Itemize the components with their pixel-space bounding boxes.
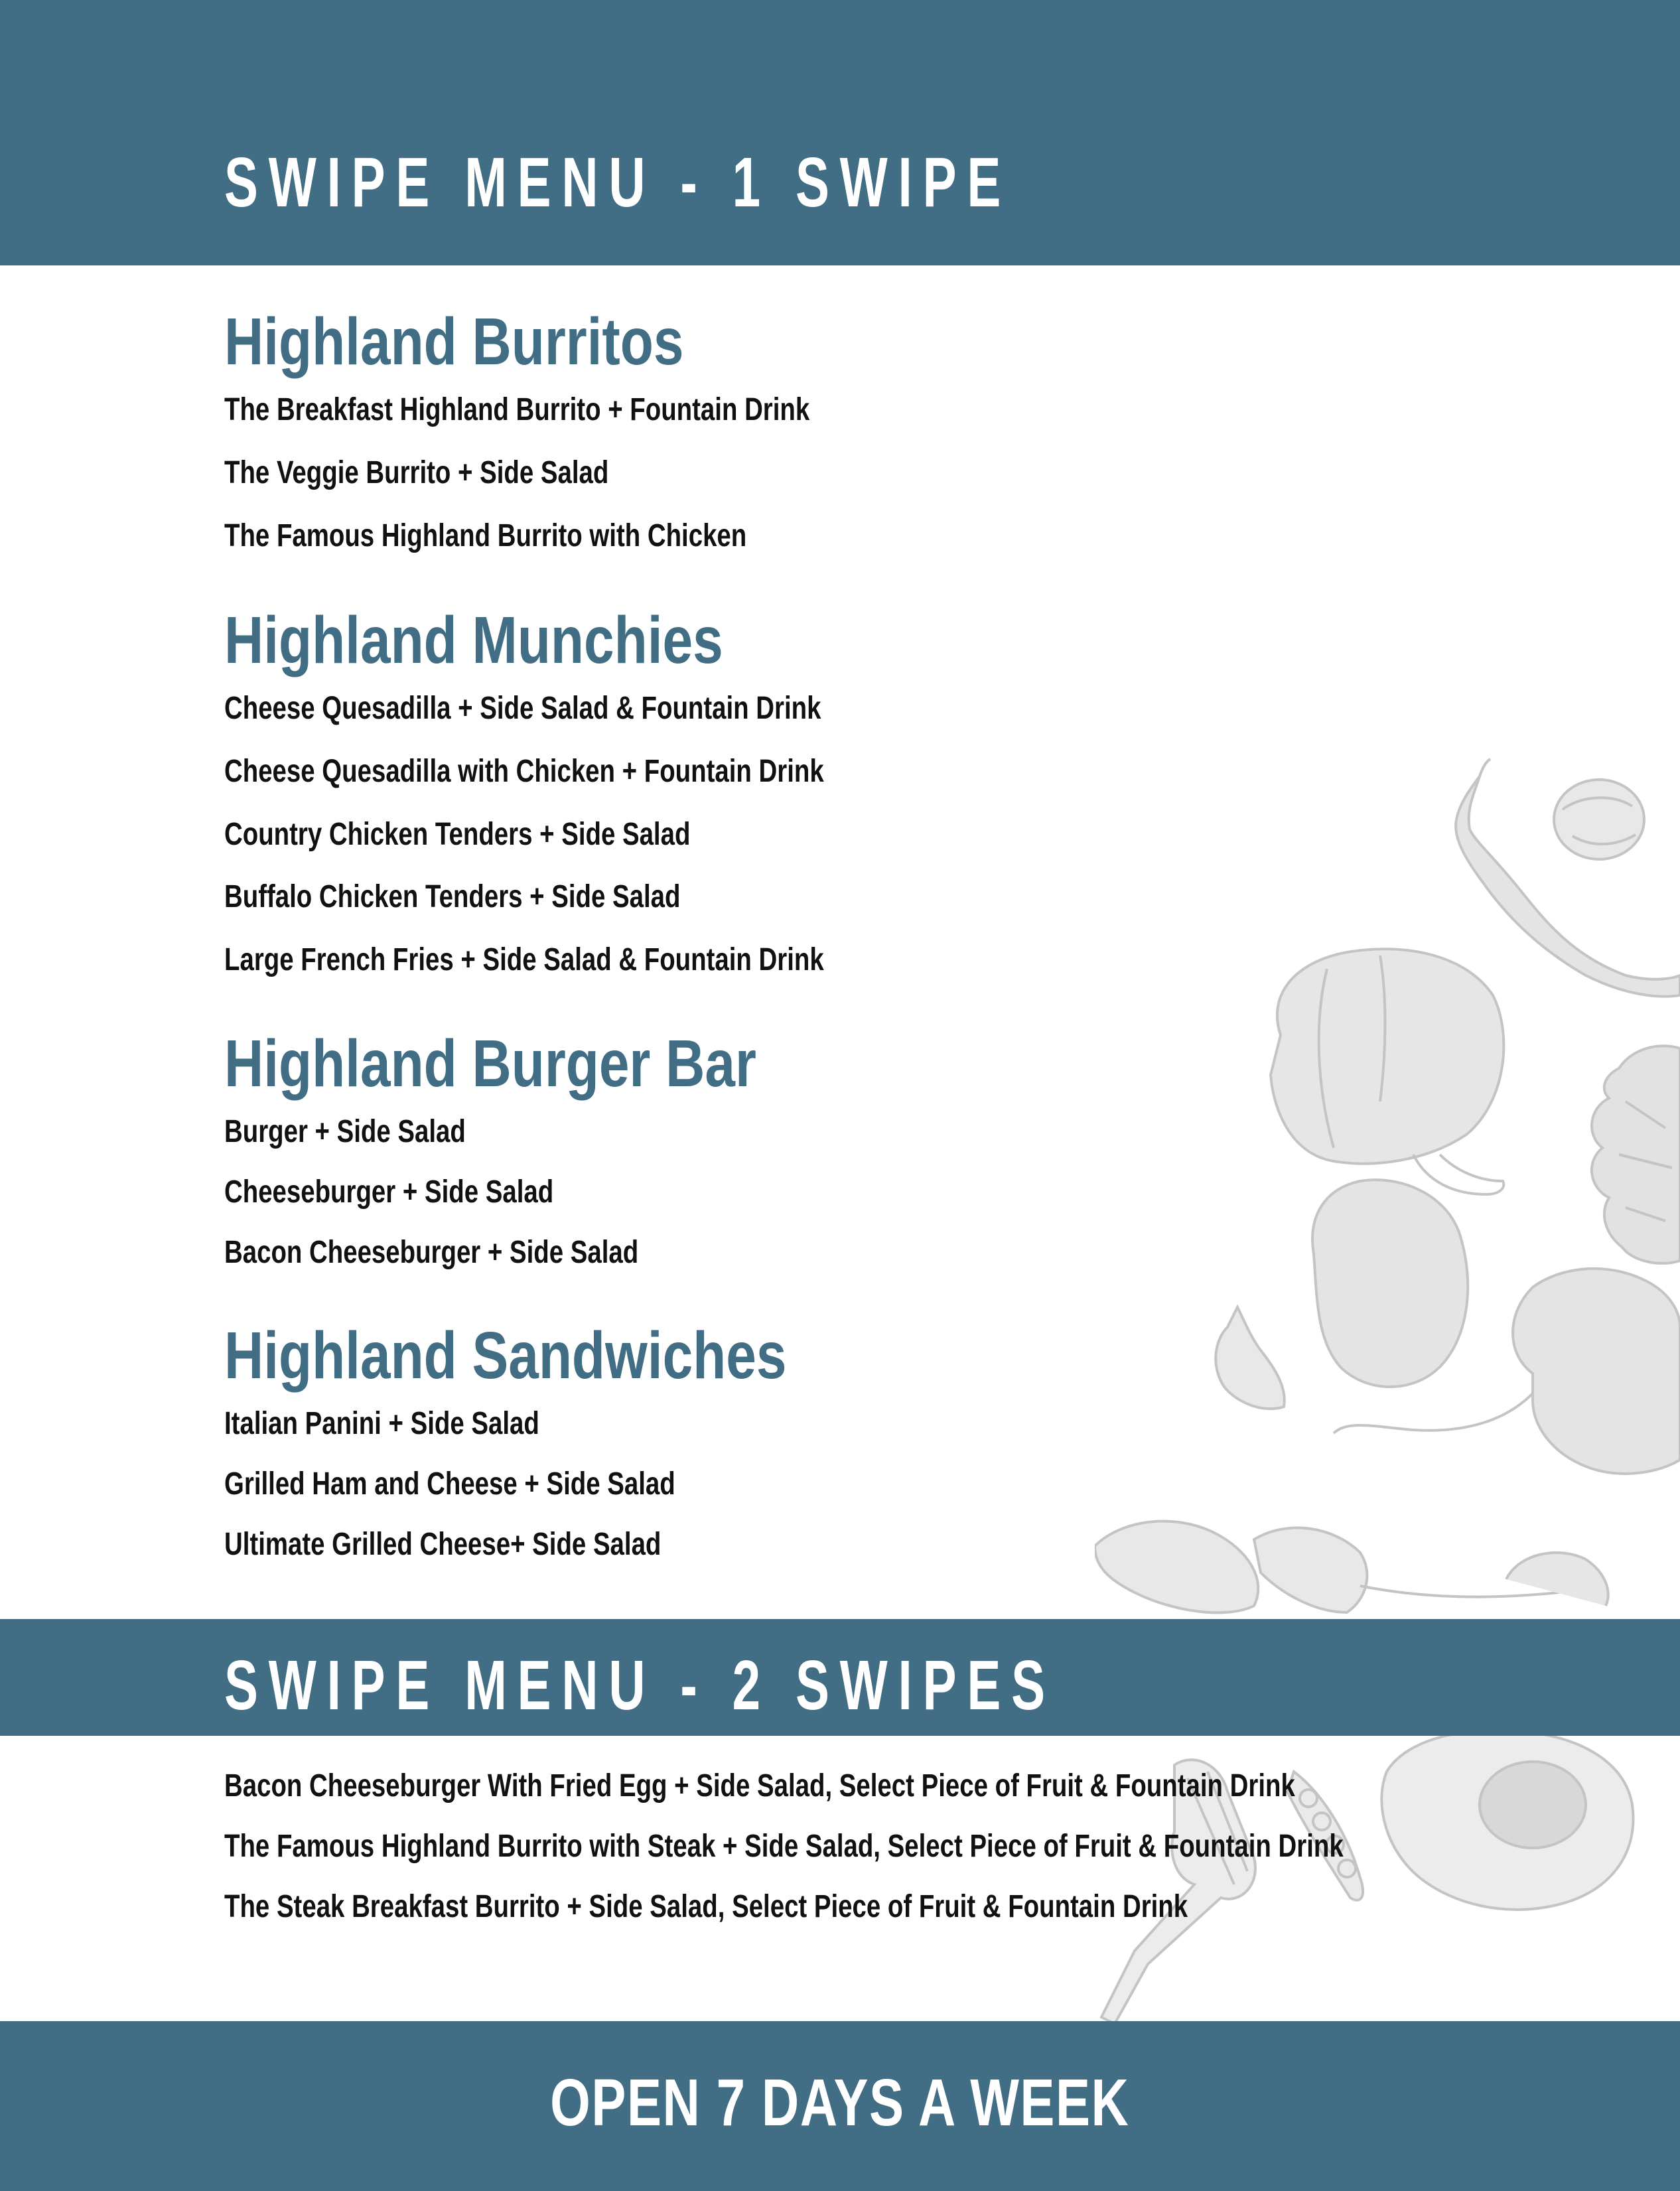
- menu-item-list: [224, 1407, 1352, 1562]
- two-swipe-item-list: [224, 1769, 1623, 1924]
- section-highland-sandwiches: [224, 1319, 1352, 1562]
- menu-item: The Famous Highland Burrito with Chicken: [224, 518, 747, 553]
- menu-item: Cheeseburger + Side Salad: [224, 1174, 554, 1210]
- menu-item: Cheese Quesadilla with Chicken + Fountain Drink: [224, 753, 824, 789]
- menu-item: Bacon Cheeseburger + Side Salad: [224, 1234, 639, 1270]
- header-band: [0, 0, 1680, 265]
- menu-item: Ultimate Grilled Cheese+ Side Salad: [224, 1526, 662, 1562]
- section-title: Highland Burritos: [224, 305, 684, 379]
- footer-band: [0, 2021, 1680, 2191]
- menu-item: Italian Panini + Side Salad: [224, 1406, 539, 1441]
- menu-title: SWIPE MENU - 1 SWIPE: [224, 143, 1012, 222]
- menu-item-list: [224, 1115, 1352, 1270]
- section-highland-burger-bar: [224, 1027, 1352, 1270]
- menu-item: Cheese Quesadilla + Side Salad & Fountain Drink: [224, 691, 821, 726]
- menu-item-list: [224, 393, 1352, 553]
- menu-item: Buffalo Chicken Tenders + Side Salad: [224, 879, 681, 915]
- lettuce-icon: [1592, 1046, 1680, 1263]
- section-title: Highland Burger Bar: [224, 1026, 756, 1101]
- footer-hours-text: OPEN 7 DAYS A WEEK: [550, 2066, 1130, 2140]
- section-title: Highland Sandwiches: [224, 1318, 787, 1393]
- footer-hours: [0, 2065, 1680, 2141]
- section-title: Highland Munchies: [224, 603, 723, 677]
- menu-item: Grilled Ham and Cheese + Side Salad: [224, 1466, 675, 1502]
- menu-item: The Breakfast Highland Burrito + Fountain Drink: [224, 392, 810, 427]
- menu-item: The Famous Highland Burrito with Steak + Side Salad, Select Piece of Fruit & Fountain Drink: [224, 1828, 1344, 1864]
- menu-item: Country Chicken Tenders + Side Salad: [224, 816, 691, 852]
- section-highland-munchies: [224, 604, 1352, 978]
- menu-item: Burger + Side Salad: [224, 1114, 466, 1149]
- menu-item: Large French Fries + Side Salad & Fountain Drink: [224, 942, 824, 978]
- two-swipe-band: [0, 1619, 1680, 1736]
- menu-item: Bacon Cheeseburger With Fried Egg + Side Salad, Select Piece of Fruit & Fountain Drink: [224, 1768, 1295, 1803]
- two-swipe-title: SWIPE MENU - 2 SWIPES: [224, 1646, 1056, 1725]
- menu-item: The Veggie Burrito + Side Salad: [224, 455, 609, 490]
- menu-item-list: [224, 691, 1352, 978]
- brussels-sprout-icon: [1554, 780, 1644, 859]
- menu-item: The Steak Breakfast Burrito + Side Salad, Select Piece of Fruit & Fountain Drink: [224, 1888, 1188, 1924]
- section-highland-burritos: [224, 305, 1352, 553]
